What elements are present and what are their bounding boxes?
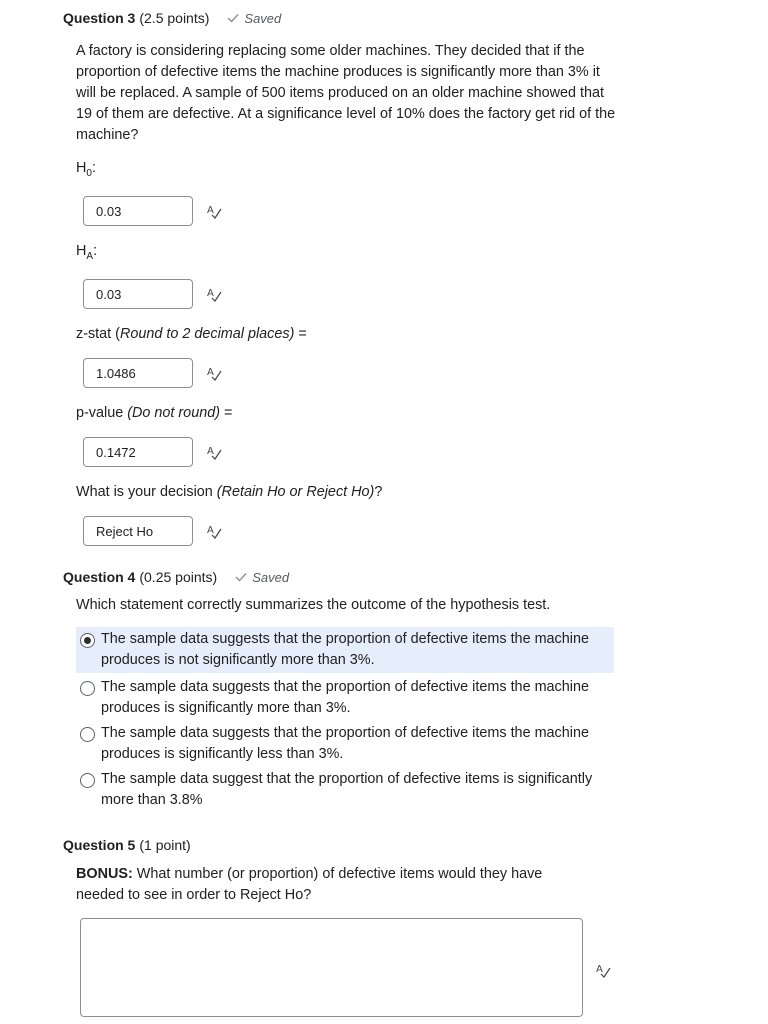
question-title: Question 5 [63, 837, 136, 853]
checkmark-icon [227, 13, 239, 23]
option-text: The sample data suggest that the proportion of defective items is significantly more than 3.8% [101, 771, 593, 808]
question-5-header [63, 837, 191, 853]
radio-button[interactable] [80, 681, 95, 696]
zstat-text: z-stat ( [76, 326, 120, 342]
option-text: The sample data suggests that the proportion of defective items the machine produces is significantly less than 3%. [101, 725, 589, 762]
saved-status [227, 11, 281, 26]
pvalue-input[interactable]: 0.1472 [83, 437, 193, 467]
h0-answer-row [83, 196, 223, 226]
spellcheck-icon[interactable] [205, 522, 223, 540]
svg-text:A: A [596, 964, 603, 975]
saved-label: Saved [244, 10, 282, 26]
spellcheck-icon[interactable] [205, 443, 223, 461]
question-3-header [63, 10, 281, 26]
bonus-label: BONUS: [76, 866, 133, 882]
decision-hint: (Retain Ho or Reject Ho) [216, 484, 375, 500]
pvalue-eq: = [220, 405, 233, 421]
radio-button[interactable] [80, 727, 95, 742]
question-5-prompt [76, 864, 586, 906]
decision-input[interactable]: Reject Ho [83, 516, 193, 546]
zstat-input[interactable]: 1.0486 [83, 358, 193, 388]
zstat-label [76, 326, 307, 342]
zstat-answer-row [83, 358, 223, 388]
pvalue-hint: (Do not round) [127, 405, 220, 421]
spellcheck-icon[interactable] [205, 364, 223, 382]
checkmark-icon [235, 572, 247, 582]
question-points: (0.25 points) [139, 569, 218, 585]
saved-status [235, 570, 289, 585]
svg-text:A: A [207, 446, 214, 457]
option-text: The sample data suggests that the proportion of defective items the machine produces is not significantly more than 3%. [101, 631, 589, 668]
h0-subscript: 0 [86, 168, 92, 179]
option-text: The sample data suggests that the proportion of defective items the machine produces is significantly more than 3%. [101, 679, 589, 716]
ha-subscript: A [86, 251, 94, 262]
ha-colon: : [93, 243, 98, 259]
pvalue-text: p-value [76, 405, 128, 421]
question-3-prompt: A factory is considering replacing some older machines. They decided that if the proportion of defective items the machine produces is significantly more than 3% it will be replaced. A sample of 500 items produced on an older machine showed that 19 of them are defective. At a significance level of 10% does the factory get rid of the machine? [76, 43, 616, 143]
decision-q: ? [374, 484, 383, 500]
h0-colon: : [91, 160, 96, 176]
saved-label: Saved [252, 569, 290, 585]
spellcheck-icon[interactable] [594, 961, 612, 979]
ha-input[interactable]: 0.03 [83, 279, 193, 309]
bonus-answer-textarea[interactable] [80, 918, 583, 1017]
decision-text: What is your decision [76, 484, 217, 500]
h0-input[interactable]: 0.03 [83, 196, 193, 226]
spellcheck-icon[interactable] [205, 202, 223, 220]
ha-label [76, 243, 98, 262]
svg-text:A: A [207, 205, 214, 216]
zstat-eq: = [294, 326, 307, 342]
ha-answer-row [83, 279, 223, 309]
h0-label [76, 160, 96, 179]
radio-button[interactable] [80, 773, 95, 788]
question-4-header [63, 569, 289, 585]
svg-text:A: A [207, 367, 214, 378]
zstat-hint: Round to 2 decimal places) [119, 326, 295, 342]
answer-option-1[interactable] [76, 627, 614, 673]
radio-button[interactable] [80, 633, 95, 648]
answer-option-2[interactable] [76, 675, 614, 721]
question-points: (2.5 points) [139, 10, 210, 26]
question-points: (1 point) [139, 837, 191, 853]
bonus-text: What number (or proportion) of defective items would they have needed to see in order to Reject Ho? [76, 866, 543, 903]
question-title: Question 4 [63, 569, 136, 585]
pvalue-answer-row [83, 437, 223, 467]
decision-answer-row [83, 516, 223, 546]
question-4-prompt: Which statement correctly summarizes the outcome of the hypothesis test. [76, 597, 551, 613]
svg-text:A: A [207, 525, 214, 536]
question-title: Question 3 [63, 10, 136, 26]
spellcheck-icon[interactable] [205, 285, 223, 303]
pvalue-label [76, 405, 232, 421]
answer-option-3[interactable] [76, 721, 614, 767]
answer-option-4[interactable] [76, 767, 614, 813]
h0-main: H [76, 160, 87, 176]
ha-main: H [76, 243, 87, 259]
svg-text:A: A [207, 288, 214, 299]
decision-label [76, 484, 382, 500]
